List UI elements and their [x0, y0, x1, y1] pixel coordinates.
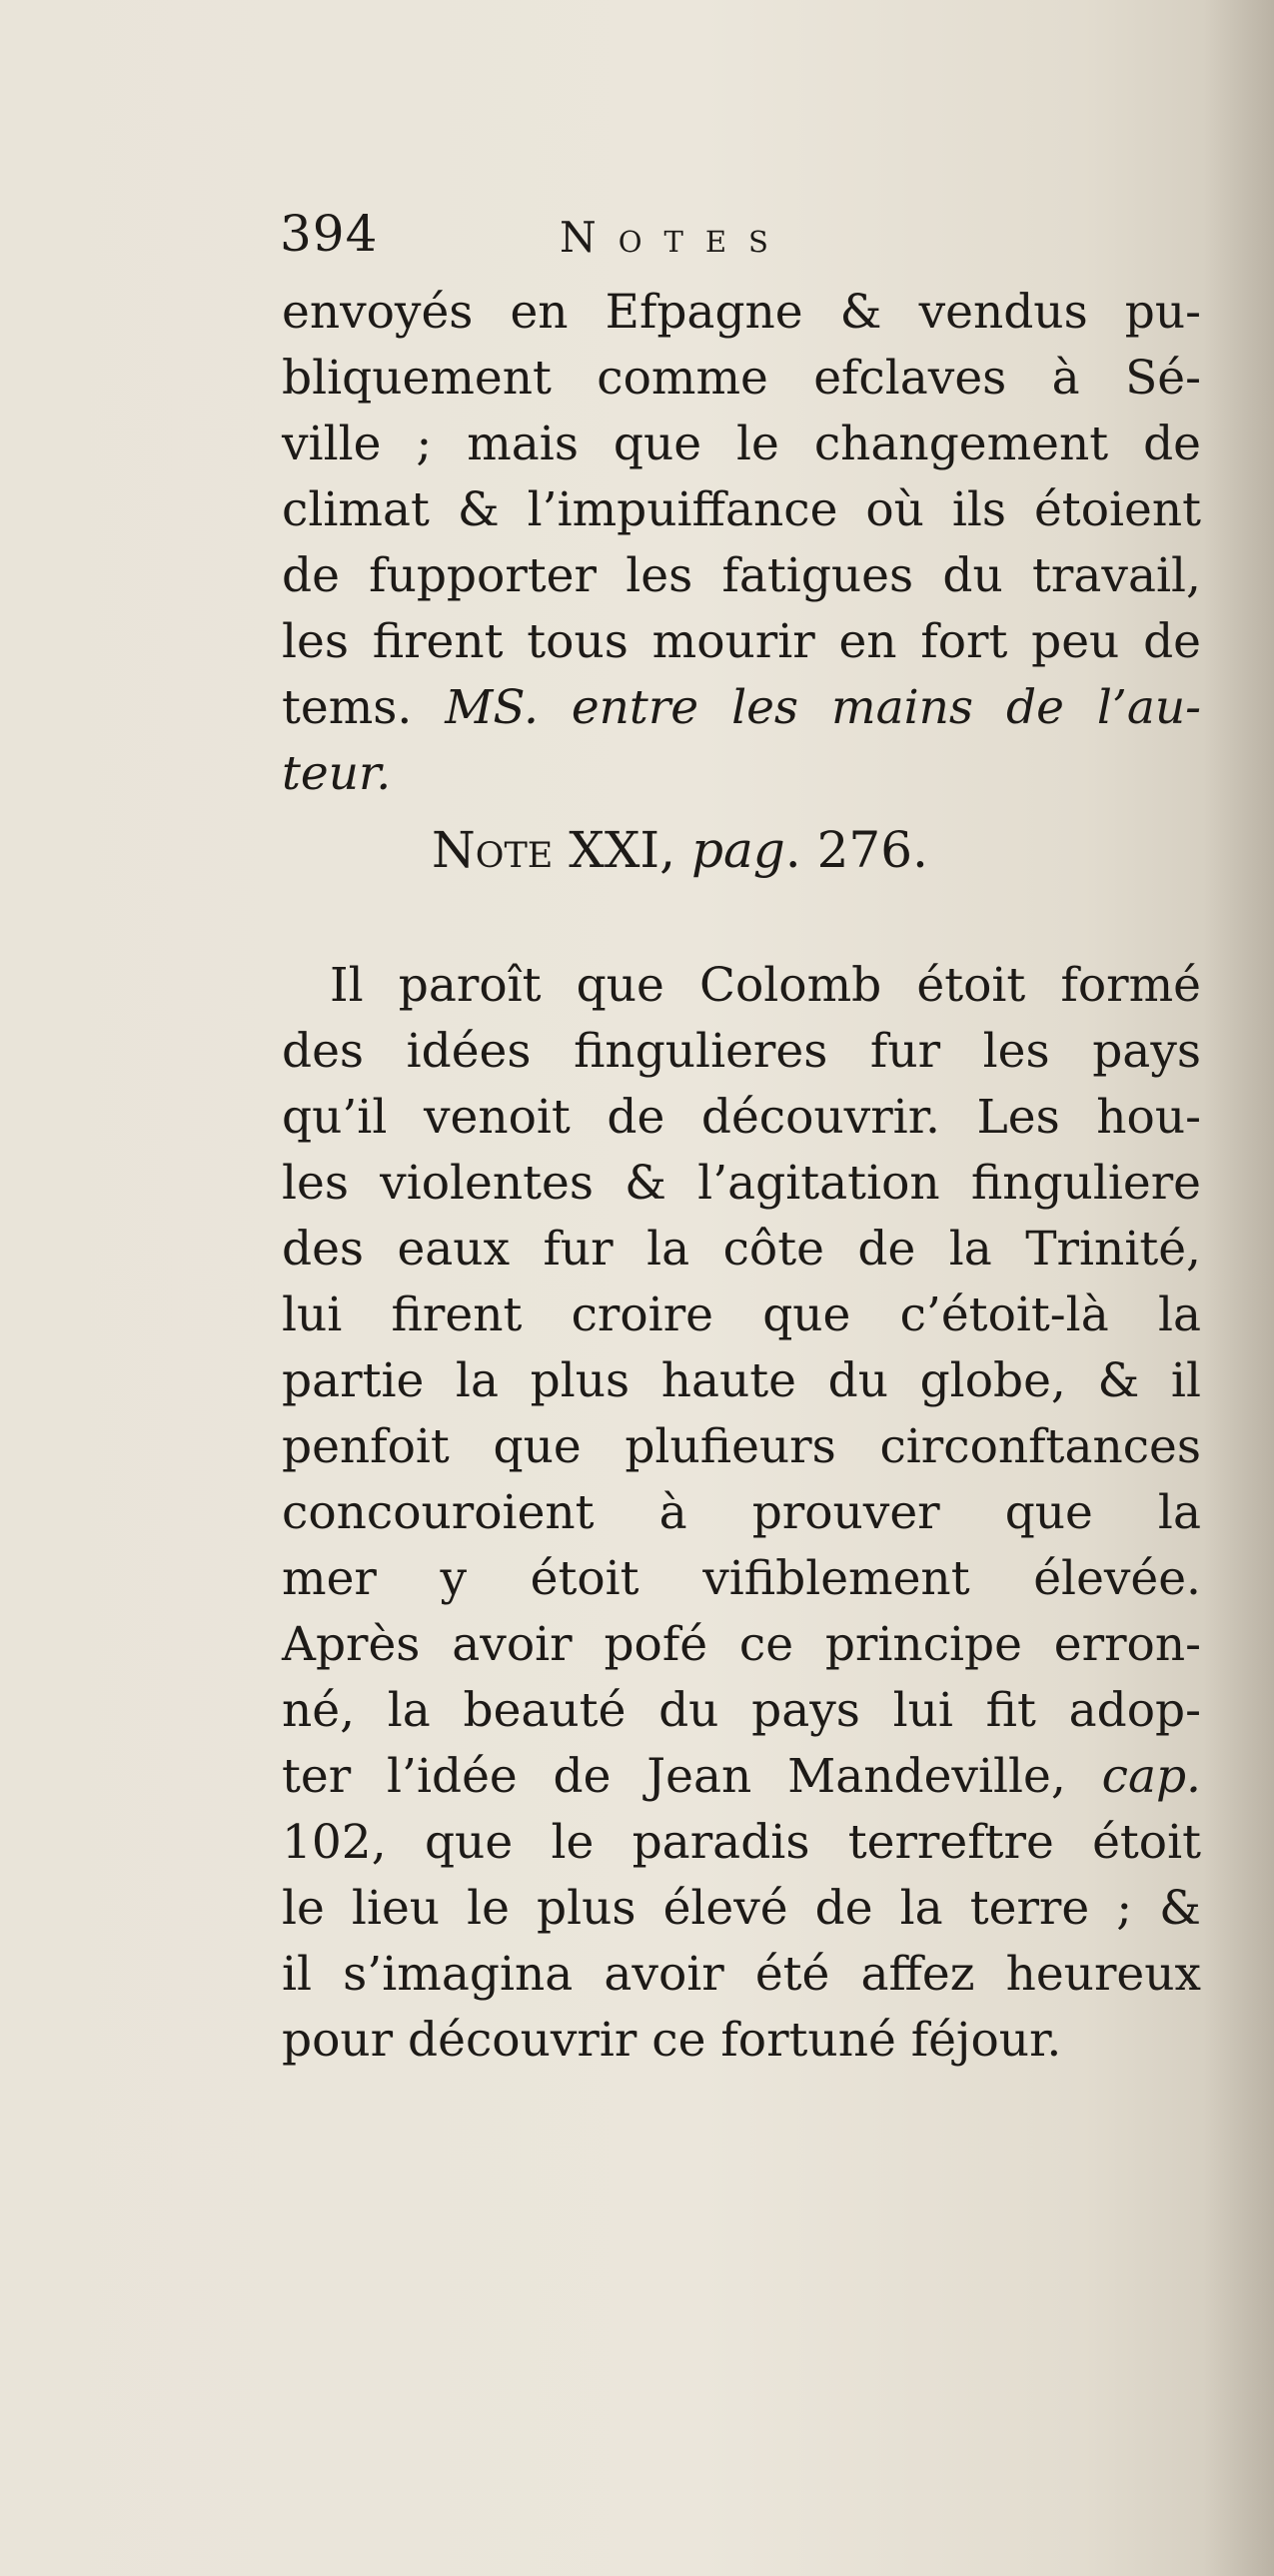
running-head: Notes [560, 213, 790, 262]
note-number: XXI, [553, 821, 691, 879]
text-line: les firent tous mourir en fort peu de [282, 614, 1201, 669]
note-line: il s’imagina avoir été affez heureux [282, 1947, 1201, 2002]
text-line: ville ; mais que le changement de [282, 417, 1201, 471]
text-line: bliquement comme efclaves à Sé- [282, 351, 1201, 406]
note-line: mer y étoit vifiblement élevée. [282, 1551, 1201, 1606]
note-line: des idées fingulieres fur les pays [282, 1024, 1201, 1079]
note-line: le lieu le plus élevé de la terre ; & [282, 1881, 1201, 1936]
text-block [282, 280, 1201, 2074]
note-label: Note [432, 821, 554, 879]
text-line: envoyés en Efpagne & vendus pu- [282, 285, 1201, 340]
note-line: lui firent croire que c’étoit-là la [282, 1288, 1201, 1342]
note-line-final: pour découvrir ce fortuné féjour. [282, 2013, 1062, 2068]
source-line-start: tems. [282, 680, 446, 735]
note-line: Il paroît que Colomb étoit formé [330, 958, 1201, 1013]
page-number: 394 [280, 205, 379, 263]
note-pag: pag [690, 821, 785, 879]
page-header [280, 205, 919, 275]
note-line: Après avoir pofé ce principe erron- [282, 1617, 1201, 1672]
source-citation: MS. entre les mains de l’au- [445, 680, 1201, 735]
note-line: penfoit que plufieurs circonftances [282, 1419, 1201, 1474]
note-line: concouroient à prouver que la [282, 1485, 1201, 1540]
note-line: partie la plus haute du globe, & il [282, 1353, 1201, 1408]
text-line: de fupporter les fatigues du travail, [282, 548, 1201, 603]
note-line: né, la beauté du pays lui fit adop- [282, 1683, 1201, 1738]
note-line: des eaux fur la côte de la Trinité, [282, 1222, 1201, 1277]
page-edge-shadow [1204, 0, 1274, 2576]
note-heading [282, 817, 1201, 883]
source-line-end: teur. [282, 746, 392, 801]
note-line: les violentes & l’agitation finguliere [282, 1156, 1201, 1211]
text-line: climat & l’impuiffance où ils étoient [282, 482, 1201, 537]
note-page-ref: . 276. [784, 821, 928, 879]
note-line-text: ter l’idée de Jean Mandeville, [282, 1749, 1102, 1804]
note-line: qu’il venoit de découvrir. Les hou- [282, 1090, 1201, 1145]
source-line [282, 675, 1201, 741]
note-line [282, 1744, 1201, 1810]
cap-reference: cap. [1101, 1749, 1201, 1804]
note-line: 102, que le paradis terreftre étoit [282, 1815, 1201, 1870]
